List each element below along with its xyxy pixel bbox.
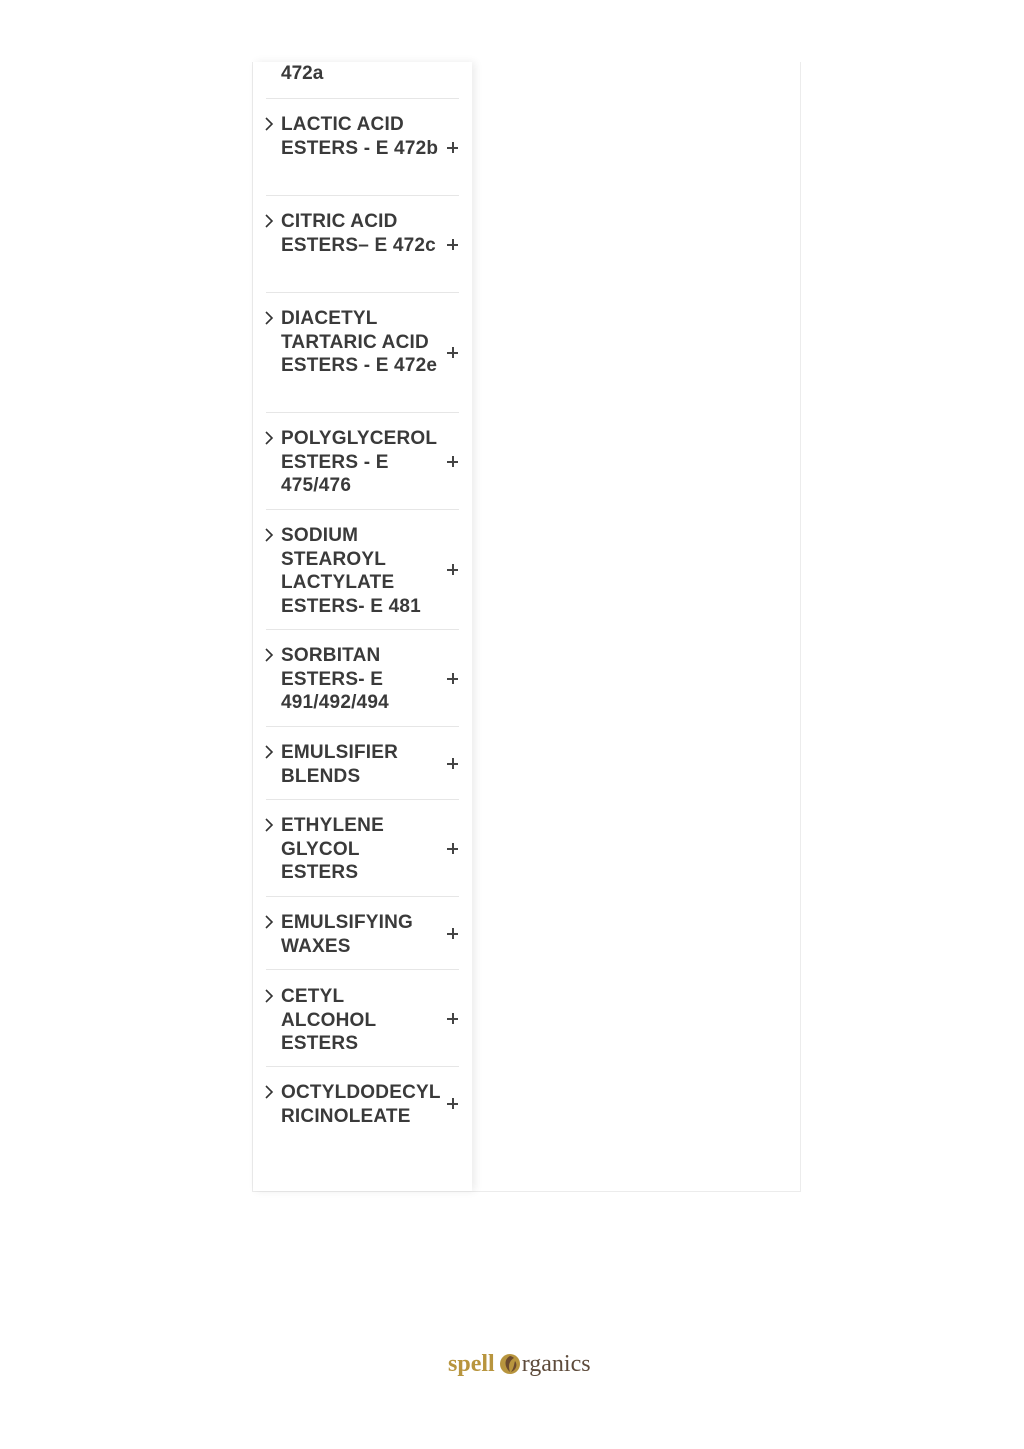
- chevron-right-icon: [264, 745, 274, 759]
- chevron-right-icon: [264, 214, 274, 228]
- divider: [266, 799, 459, 800]
- sidebar-item-label: POLYGLYCEROL ESTERS - E 475/476: [281, 428, 437, 496]
- divider: [266, 412, 459, 413]
- chevron-right-icon: [264, 311, 274, 325]
- plus-icon[interactable]: [447, 456, 459, 468]
- sidebar-item-label: CITRIC ACID ESTERS– E 472c: [281, 211, 436, 256]
- plus-icon[interactable]: [447, 928, 459, 940]
- chevron-right-icon: [264, 431, 274, 445]
- divider: [266, 726, 459, 727]
- chevron-right-icon: [264, 528, 274, 542]
- divider: [266, 98, 459, 99]
- chevron-right-icon: [264, 989, 274, 1003]
- sidebar-item-label: LACTIC ACID ESTERS - E 472b: [281, 114, 439, 159]
- plus-icon[interactable]: [447, 1013, 459, 1025]
- sidebar-item-label: DIACETYL TARTARIC ACID ESTERS - E 472e: [281, 308, 438, 376]
- sidebar-item-label: SODIUM STEAROYL LACTYLATE ESTERS- E 481: [281, 525, 421, 617]
- plus-icon[interactable]: [447, 347, 459, 359]
- sidebar-item-label: SORBITAN ESTERS- E 491/492/494: [281, 645, 389, 713]
- logo-leaf-icon: [499, 1353, 521, 1375]
- divider: [266, 896, 459, 897]
- plus-icon[interactable]: [447, 142, 459, 154]
- sidebar-item-label: OCTYLDODECYL RICINOLEATE: [281, 1082, 441, 1127]
- plus-icon[interactable]: [447, 843, 459, 855]
- chevron-right-icon: [264, 915, 274, 929]
- divider: [266, 629, 459, 630]
- sidebar-item-label: EMULSIFIER BLENDS: [281, 742, 399, 787]
- plus-icon[interactable]: [447, 673, 459, 685]
- plus-icon[interactable]: [447, 1098, 459, 1110]
- logo-text-part1: spell: [448, 1351, 495, 1377]
- chevron-right-icon: [264, 1085, 274, 1099]
- divider: [266, 292, 459, 293]
- sidebar-item-label-partial[interactable]: 472a: [281, 63, 324, 84]
- sidebar-item-label: ETHYLENE GLYCOL ESTERS: [281, 815, 384, 883]
- sidebar-item-label: CETYL ALCOHOL ESTERS: [281, 986, 376, 1054]
- chevron-right-icon: [264, 117, 274, 131]
- chevron-right-icon: [264, 818, 274, 832]
- brand-logo[interactable]: [448, 1349, 608, 1379]
- chevron-right-icon: [264, 648, 274, 662]
- plus-icon[interactable]: [447, 758, 459, 770]
- plus-icon[interactable]: [447, 564, 459, 576]
- sidebar-item-label: EMULSIFYING WAXES: [281, 912, 414, 957]
- divider: [266, 969, 459, 970]
- logo-text-part2: rganics: [521, 1351, 591, 1377]
- divider: [266, 1066, 459, 1067]
- divider: [266, 195, 459, 196]
- plus-icon[interactable]: [447, 239, 459, 251]
- divider: [266, 509, 459, 510]
